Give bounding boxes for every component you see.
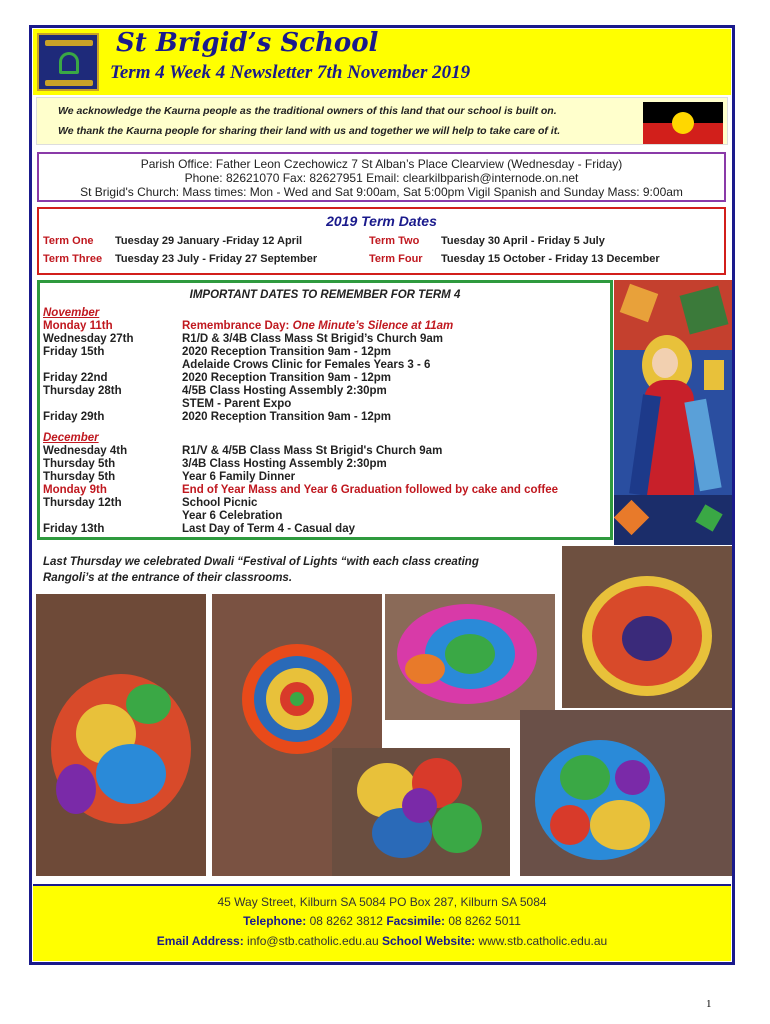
- date-label: Thursday 5th: [43, 458, 116, 470]
- rangoli-photo: [562, 546, 732, 708]
- parish-office-line: Parish Office: Father Leon Czechowicz 7 St Alban’s Place Clearview (Wednesday - Friday): [140, 157, 623, 171]
- event-text: R1/D & 3/4B Class Mass St Brigid’s Church 9am: [182, 333, 443, 345]
- parish-info-box: [37, 152, 726, 202]
- date-label: Thursday 12th: [43, 497, 122, 509]
- event-text: 4/5B Class Hosting Assembly 2:30pm: [182, 385, 387, 397]
- term-one-label: Term One: [43, 235, 94, 247]
- facsimile-number: 08 8262 5011: [445, 914, 521, 928]
- rangoli-photo: [36, 594, 206, 876]
- december-heading: December: [43, 432, 99, 444]
- aboriginal-flag-icon: [643, 102, 723, 144]
- date-label: Wednesday 4th: [43, 445, 128, 457]
- november-heading: November: [43, 307, 100, 319]
- harp-icon: [59, 52, 79, 74]
- event-emphasis: One Minute’s Silence at 11am: [292, 320, 454, 332]
- term-dates-heading: 2019 Term Dates: [326, 213, 437, 229]
- term-four-label: Term Four: [369, 253, 423, 265]
- term-two-dates: Tuesday 30 April - Friday 5 July: [441, 235, 605, 247]
- phone-fax-line: [33, 914, 731, 928]
- event-text: 3/4B Class Hosting Assembly 2:30pm: [182, 458, 387, 470]
- term-dates-box: [37, 207, 726, 275]
- rangoli-photo: [385, 594, 555, 720]
- mass-times-line: St Brigid's Church: Mass times: Mon - Wed and Sat 9:00am, Sat 5:00pm Vigil Spanish and Sunday Mass: 9:00am: [80, 185, 683, 199]
- parish-contact-line: Phone: 82621070 Fax: 82627951 Email: clearkilbparish@internode.on.net: [184, 171, 579, 185]
- event-text: 2020 Reception Transition 9am - 12pm: [182, 346, 391, 358]
- email-website-line: [33, 934, 731, 948]
- rangoli-photo: [520, 710, 732, 876]
- date-label: Friday 29th: [43, 411, 105, 423]
- school-name: St Brigid’s School: [116, 28, 379, 58]
- term-four-dates: Tuesday 15 October - Friday 13 December: [441, 253, 660, 265]
- term-one-dates: Tuesday 29 January -Friday 12 April: [115, 235, 303, 247]
- event-text: Remembrance Day: One Minute’s Silence at 11am: [182, 320, 454, 332]
- school-contact-footer: [33, 884, 731, 961]
- term-three-label: Term Three: [43, 253, 103, 265]
- date-label: Thursday 28th: [43, 385, 122, 397]
- website-link[interactable]: www.stb.catholic.edu.au: [475, 934, 608, 948]
- event-text: End of Year Mass and Year 6 Graduation followed by cake and coffee: [182, 484, 559, 496]
- dwali-caption-line-2: Rangoli’s at the entrance of their classrooms.: [43, 572, 293, 584]
- email-label: Email Address:: [156, 934, 244, 948]
- date-label: Wednesday 27th: [43, 333, 134, 345]
- event-text: 2020 Reception Transition 9am - 12pm: [182, 411, 391, 423]
- date-label: Monday 11th: [43, 320, 113, 332]
- page-number: 1: [706, 998, 712, 1010]
- event-text: Year 6 Family Dinner: [182, 471, 296, 483]
- school-crest-logo: [37, 33, 99, 91]
- dwali-caption: [43, 554, 563, 586]
- term-three-dates: Tuesday 23 July - Friday 27 September: [115, 253, 318, 265]
- term-two-label: Term Two: [369, 235, 420, 247]
- facsimile-label: Facsimile:: [386, 914, 446, 928]
- acknowledgement-line-1: We acknowledge the Kaurna people as the traditional owners of this land that our school is built on.: [58, 105, 557, 117]
- dwali-caption-line-1: Last Thursday we celebrated Dwali “Festival of Lights “with each class creating: [43, 556, 479, 568]
- date-label: Friday 15th: [43, 346, 105, 358]
- important-dates-box: [37, 280, 613, 540]
- event-text: 2020 Reception Transition 9am - 12pm: [182, 372, 391, 384]
- telephone-label: Telephone:: [243, 914, 307, 928]
- date-label: Monday 9th: [43, 484, 107, 496]
- event-text: Year 6 Celebration: [182, 510, 283, 522]
- email-address-link[interactable]: info@stb.catholic.edu.au: [243, 934, 382, 948]
- event-text: Adelaide Crows Clinic for Females Years 3 - 6: [182, 359, 431, 371]
- date-label: Thursday 5th: [43, 471, 116, 483]
- event-text: R1/V & 4/5B Class Mass St Brigid's Church 9am: [182, 445, 443, 457]
- acknowledgement-line-2: We thank the Kaurna people for sharing their land with us and together we will help to take care of it.: [58, 125, 561, 137]
- website-label: School Website:: [381, 934, 476, 948]
- school-address: 45 Way Street, Kilburn SA 5084 PO Box 287, Kilburn SA 5084: [217, 895, 547, 909]
- telephone-number: 08 8262 3812: [306, 914, 387, 928]
- rangoli-photo: [332, 748, 510, 876]
- newsletter-title: Term 4 Week 4 Newsletter 7th November 2019: [110, 62, 471, 83]
- date-label: Friday 22nd: [43, 372, 108, 384]
- important-dates-heading: IMPORTANT DATES TO REMEMBER FOR TERM 4: [189, 289, 461, 301]
- event-text: School Picnic: [182, 497, 258, 509]
- stained-glass-window-image: [614, 280, 732, 545]
- event-text: STEM - Parent Expo: [182, 398, 292, 410]
- event-text: Last Day of Term 4 - Casual day: [182, 523, 355, 535]
- date-label: Friday 13th: [43, 523, 105, 535]
